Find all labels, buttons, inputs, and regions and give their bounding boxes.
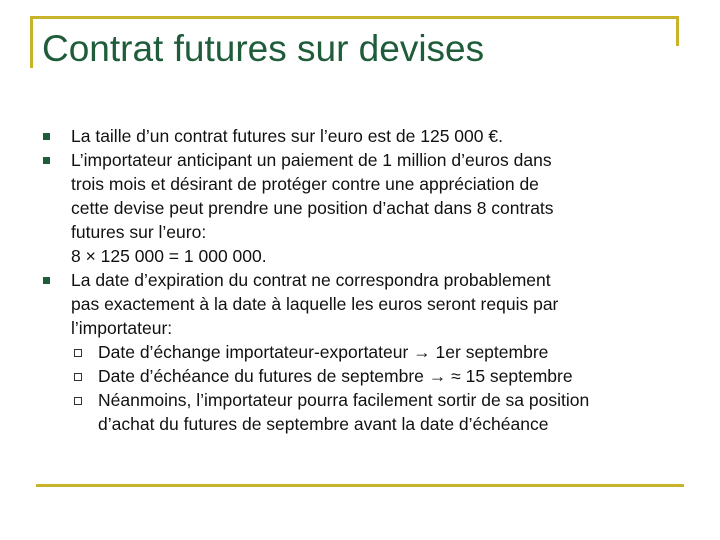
sub-bullet-item [40,340,680,364]
slide-content [40,124,680,436]
bullet-text: La taille d’un contrat futures sur l’euro est de 125 000 €. [71,126,503,146]
hollow-square-bullet-icon [74,397,82,405]
bullet-item [40,124,680,148]
bullet-text: La date d’expiration du contrat ne correspondra probablement pas exactement à la date à laquelle les euros seront requis par l’importateur: [71,270,559,338]
sub-bullet-text: Néanmoins, l’importateur pourra facilement sortir de sa position d’achat du futures de septembre avant la date d’échéance [98,390,590,434]
sub-bullet-item [40,364,680,388]
frame-right-rule [676,16,679,46]
square-bullet-icon [43,277,50,284]
hollow-square-bullet-icon [74,349,82,357]
sub-bullet-item [40,388,680,436]
sub-bullet-text: Date d’échange importateur-exportateur → 1er septembre [98,342,549,362]
frame-top-rule [30,16,678,19]
sub-bullet-text: Date d’échéance du futures de septembre → ≈ 15 septembre [98,366,573,386]
slide-title: Contrat futures sur devises [42,28,485,69]
bullet-item [40,268,680,340]
bullet-text: L’importateur anticipant un paiement de 1 million d’euros dans trois mois et désirant de protéger contre une appréciation de cette devise peut prendre une position d’achat dans 8 contrats futures sur l’euro: 8 × 125 000 = 1 000 000. [71,150,554,266]
frame-left-rule [30,16,33,68]
bottom-rule [36,484,684,487]
bullet-item [40,148,680,268]
square-bullet-icon [43,133,50,140]
square-bullet-icon [43,157,50,164]
hollow-square-bullet-icon [74,373,82,381]
